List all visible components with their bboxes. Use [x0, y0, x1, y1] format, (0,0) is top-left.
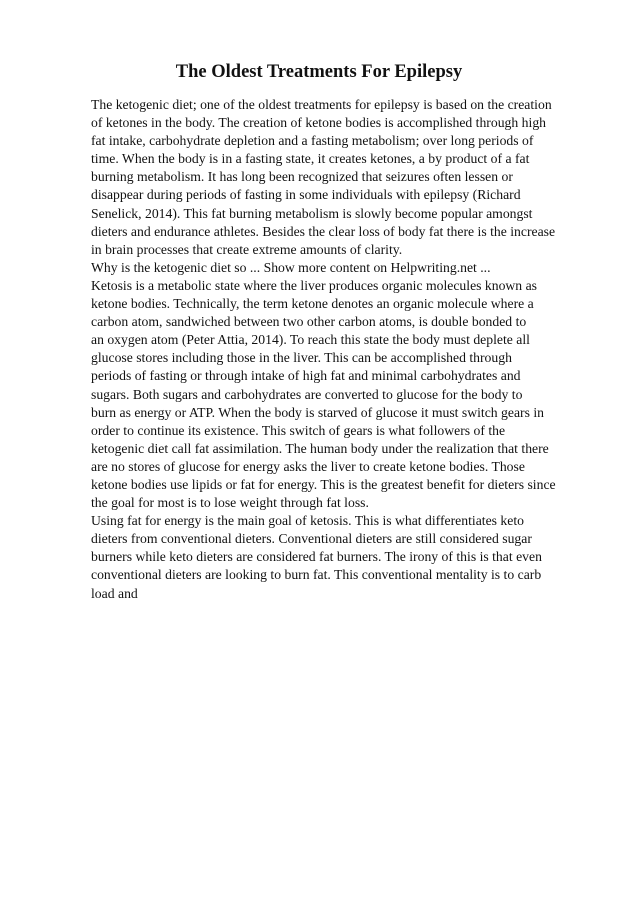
text-line: carbon atom, sandwiched between two other carbon atoms, is double bonded to	[91, 314, 527, 330]
text-line: dieters from conventional dieters. Conventional dieters are still considered sugar	[91, 531, 532, 547]
text-line: burners while keto dieters are considered fat burners. The irony of this is that even	[91, 549, 542, 565]
text-line: fat intake, carbohydrate depletion and a fasting metabolism; over long periods of	[91, 133, 534, 149]
text-line: the goal for most is to lose weight through fat loss.	[91, 495, 369, 511]
text-line: burning metabolism. It has long been recognized that seizures often lessen or	[91, 169, 513, 185]
text-line: periods of fasting or through intake of high fat and minimal carbohydrates and	[91, 368, 521, 384]
text-line: burn as energy or ATP. When the body is starved of glucose it must switch gears in	[91, 404, 545, 420]
text-line: ketone bodies. Technically, the term ketone denotes an organic molecule where a	[91, 296, 534, 312]
text-line: are no stores of glucose for energy asks the liver to create ketone bodies. Those	[91, 458, 525, 474]
text-line: Why is the ketogenic diet so ... Show more content on Helpwriting.net ...	[91, 259, 491, 275]
text-line: sugars. Both sugars and carbohydrates are converted to glucose for the body to	[91, 386, 523, 402]
text-line: Ketosis is a metabolic state where the liver produces organic molecules known as	[91, 277, 537, 293]
text-line: glucose stores including those in the liver. This can be accomplished through	[91, 350, 512, 366]
text-line: Using fat for energy is the main goal of ketosis. This is what differentiates keto	[91, 513, 524, 529]
text-line: conventional dieters are looking to burn fat. This conventional mentality is to carb	[91, 567, 542, 583]
text-line: ketogenic diet call fat assimilation. The human body under the realization that there	[91, 440, 549, 456]
text-line: load and	[91, 585, 138, 601]
text-line: of ketones in the body. The creation of ketone bodies is accomplished through high	[91, 115, 547, 131]
text-line: dieters and endurance athletes. Besides the clear loss of body fat there is the increase	[91, 223, 556, 239]
text-line: ketone bodies use lipids or fat for energy. This is the greatest benefit for dieters since	[91, 476, 556, 492]
body-text	[91, 96, 611, 603]
text-line: order to continue its existence. This switch of gears is what followers of the	[91, 422, 506, 438]
text-line: in brain processes that create extreme amounts of clarity.	[91, 241, 403, 257]
text-line: time. When the body is in a fasting state, it creates ketones, a by product of a fat	[91, 151, 530, 167]
text-line: an oxygen atom (Peter Attia, 2014). To reach this state the body must deplete all	[91, 332, 530, 348]
page-title: The Oldest Treatments For Epilepsy	[175, 62, 463, 82]
text-line: disappear during periods of fasting in some individuals with epilepsy (Richard	[91, 187, 521, 203]
text-line: The ketogenic diet; one of the oldest treatments for epilepsy is based on the creation	[91, 97, 552, 112]
text-line: Senelick, 2014). This fat burning metabolism is slowly become popular amongst	[91, 205, 533, 221]
